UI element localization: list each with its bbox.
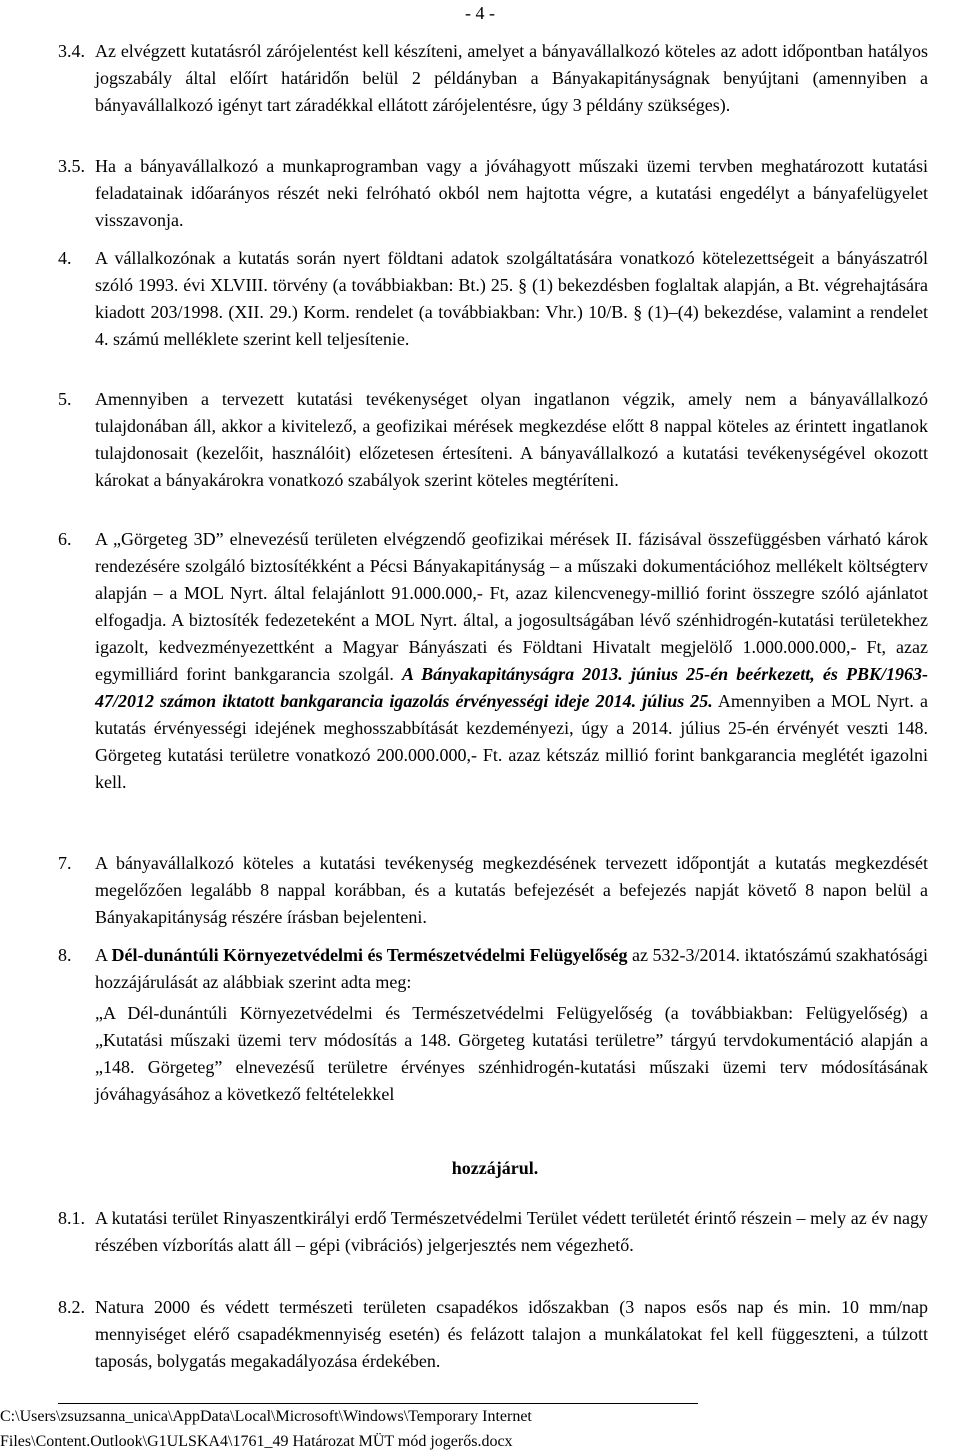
- section-text-c: az 532-3/2014. iktatószámú szakhatósági hozzájárulását az alábbiak szerint adta meg:: [95, 945, 928, 992]
- section-5: [58, 386, 928, 494]
- footer-path-line-2: Files\Content.Outlook\G1ULSKA4\1761_49 Határozat MÜT mód jogerős.docx: [0, 1433, 513, 1450]
- section-7: [58, 850, 928, 931]
- section-text-a: A „Görgeteg 3D” elnevezésű területen elvégzendő geofizikai mérések II. fázisával összefüggésben várható károk rendezésére szolgáló biztosítékként a Pécsi Bányakapitányság – a műszaki dokumentációhoz mellékelt költségterv alapján – a MOL Nyrt. által felajánlott 91.000.000,- Ft, azaz kilencvenegy-millió forint összegre szóló ajánlatot elfogadja. A biztosíték fedezeteként a MOL Nyrt. által, a jogosultságában lévő szénhidrogén-kutatási területekhez igazolt, kedvezményezettként a Magyar Bányászati és Földtani Hivatalt megjelölő 1.000.000.000,- Ft, azaz egymilliárd forint bankgarancia szolgál.: [95, 529, 928, 684]
- section-3-5: [58, 153, 928, 234]
- section-6: [58, 526, 929, 796]
- section-4: [58, 245, 928, 353]
- section-8: [58, 942, 928, 996]
- section-text-b: A Bányakapitányságra 2013. június 25-én beérkezett, és PBK/1963-47/2012 számon iktatott bankgarancia igazolás érvényességi ideje: [95, 664, 928, 711]
- section-number: 6.: [58, 529, 72, 549]
- section-text: Az elvégzett kutatásról zárójelentést kell készíteni, amelyet a bányavállalkozó köteles az adott időpontban hatályos jogszabály által előírt határidőn belül 2 példányban a Bányakapitányságnak benyújtani (amennyiben a bányavállalkozó igényt tart záradékkal ellátott zárójelentésre, úgy 3 példány szükséges).: [95, 41, 928, 115]
- section-number: 8.: [58, 945, 72, 965]
- section-text: Natura 2000 és védett természeti területen csapadékos időszakban (3 napos esős nap és min. 10 mm/nap mennyiséget elérő csapadékmennyiség esetén) és felázott talajon a munkálatokat fel kell függeszteni, a túlzott taposás, bolygatás megakadályozása érdekében.: [95, 1297, 928, 1371]
- section-number: 5.: [58, 389, 72, 409]
- footer-path-line-1: C:\Users\zsuzsanna_unica\AppData\Local\Microsoft\Windows\Temporary Internet: [0, 1408, 532, 1425]
- approval-heading: hozzájárul.: [451, 1158, 539, 1178]
- section-3-4: [58, 38, 928, 119]
- section-text-c: 2014. július 25.: [595, 691, 713, 711]
- section-text: Ha a bányavállalkozó a munkaprogramban vagy a jóváhagyott műszaki üzemi tervben meghatározott kutatási feladatainak időarányos részét neki felróható okból nem hajtotta végre, a kutatási engedélyt a bányafelügyelet visszavonja.: [95, 156, 928, 230]
- section-text-d: Amennyiben a MOL Nyrt. a kutatás érvényességi idejének meghosszabbítását kezdeményezi, úgy a 2014. július 25-én érvényét veszti 148. Görgeteg kutatási területre vonatkozó 200.000.000,- Ft. azaz kétszáz millió forint bankgarancia meglétét igazolni kell.: [95, 691, 929, 792]
- section-8-2: [58, 1294, 928, 1375]
- section-number: 4.: [58, 248, 72, 268]
- section-number: 8.1.: [58, 1208, 85, 1228]
- section-8-1: [58, 1205, 928, 1259]
- section-text: A vállalkozónak a kutatás során nyert földtani adatok szolgáltatására vonatkozó kötelezettségeit a bányászatról szóló 1993. évi XLVIII. törvény (a továbbiakban: Bt.) 25. § (1) bekezdésben foglaltak alapján, a Bt. végrehajtására kiadott 203/1998. (XII. 29.) Korm. rendelet (a továbbiakban: Vhr.) 10/B. § (1)–(4) bekezdése, valamint a rendelet 4. számú melléklete szerint kell teljesítenie.: [95, 248, 928, 349]
- section-text: Amennyiben a tervezett kutatási tevékenységet olyan ingatlanon végzik, amely nem a bányavállalkozó tulajdonában áll, akkor a kivitelező, a geofizikai mérések megkezdése előtt 8 nappal köteles az érintett ingatlanok tulajdonosait (kezelőit, használóit) előzetesen értesíteni. A bányavállalkozó a kutatási tevékenységével okozott károkat a bányakárokra vonatkozó szabályok szerint köteles megtéríteni.: [95, 389, 928, 490]
- quoted-decision: „A Dél-dunántúli Környezetvédelmi és Természetvédelmi Felügyelőség (a továbbiakban: Felügyelőség) a „Kutatási műszaki üzemi terv módosítás a 148. Görgeteg kutatási területre” tárgyú tervdokumentáció alapján a „148. Görgeteg” elnevezésű területre érvényes szénhidrogén-kutatási műszaki üzemi terv módosításának jóváhagyásához a következő feltételekkel: [95, 1003, 928, 1104]
- authority-name: Dél-dunántúli Környezetvédelmi és Természetvédelmi Felügyelőség: [111, 945, 628, 965]
- section-number: 8.2.: [58, 1297, 85, 1317]
- section-text: A kutatási terület Rinyaszentkirályi erdő Természetvédelmi Terület védett területét érintő részein – mely az év nagy részében vízborítás alatt áll – gépi (vibrációs) jelgerjesztés nem végezhető.: [95, 1208, 928, 1255]
- section-number: 3.4.: [58, 41, 85, 61]
- page-number: - 4 -: [465, 3, 495, 23]
- section-text: A bányavállalkozó köteles a kutatási tevékenység megkezdésének tervezett időpontját a kutatás megkezdését megelőzően legalább 8 nappal korábban, és a kutatás befejezését a befejezés napját követő 8 napon belül a Bányakapitányság részére írásban bejelenteni.: [95, 853, 928, 927]
- section-text-a: A: [95, 945, 112, 965]
- section-number: 3.5.: [58, 156, 85, 176]
- section-number: 7.: [58, 853, 72, 873]
